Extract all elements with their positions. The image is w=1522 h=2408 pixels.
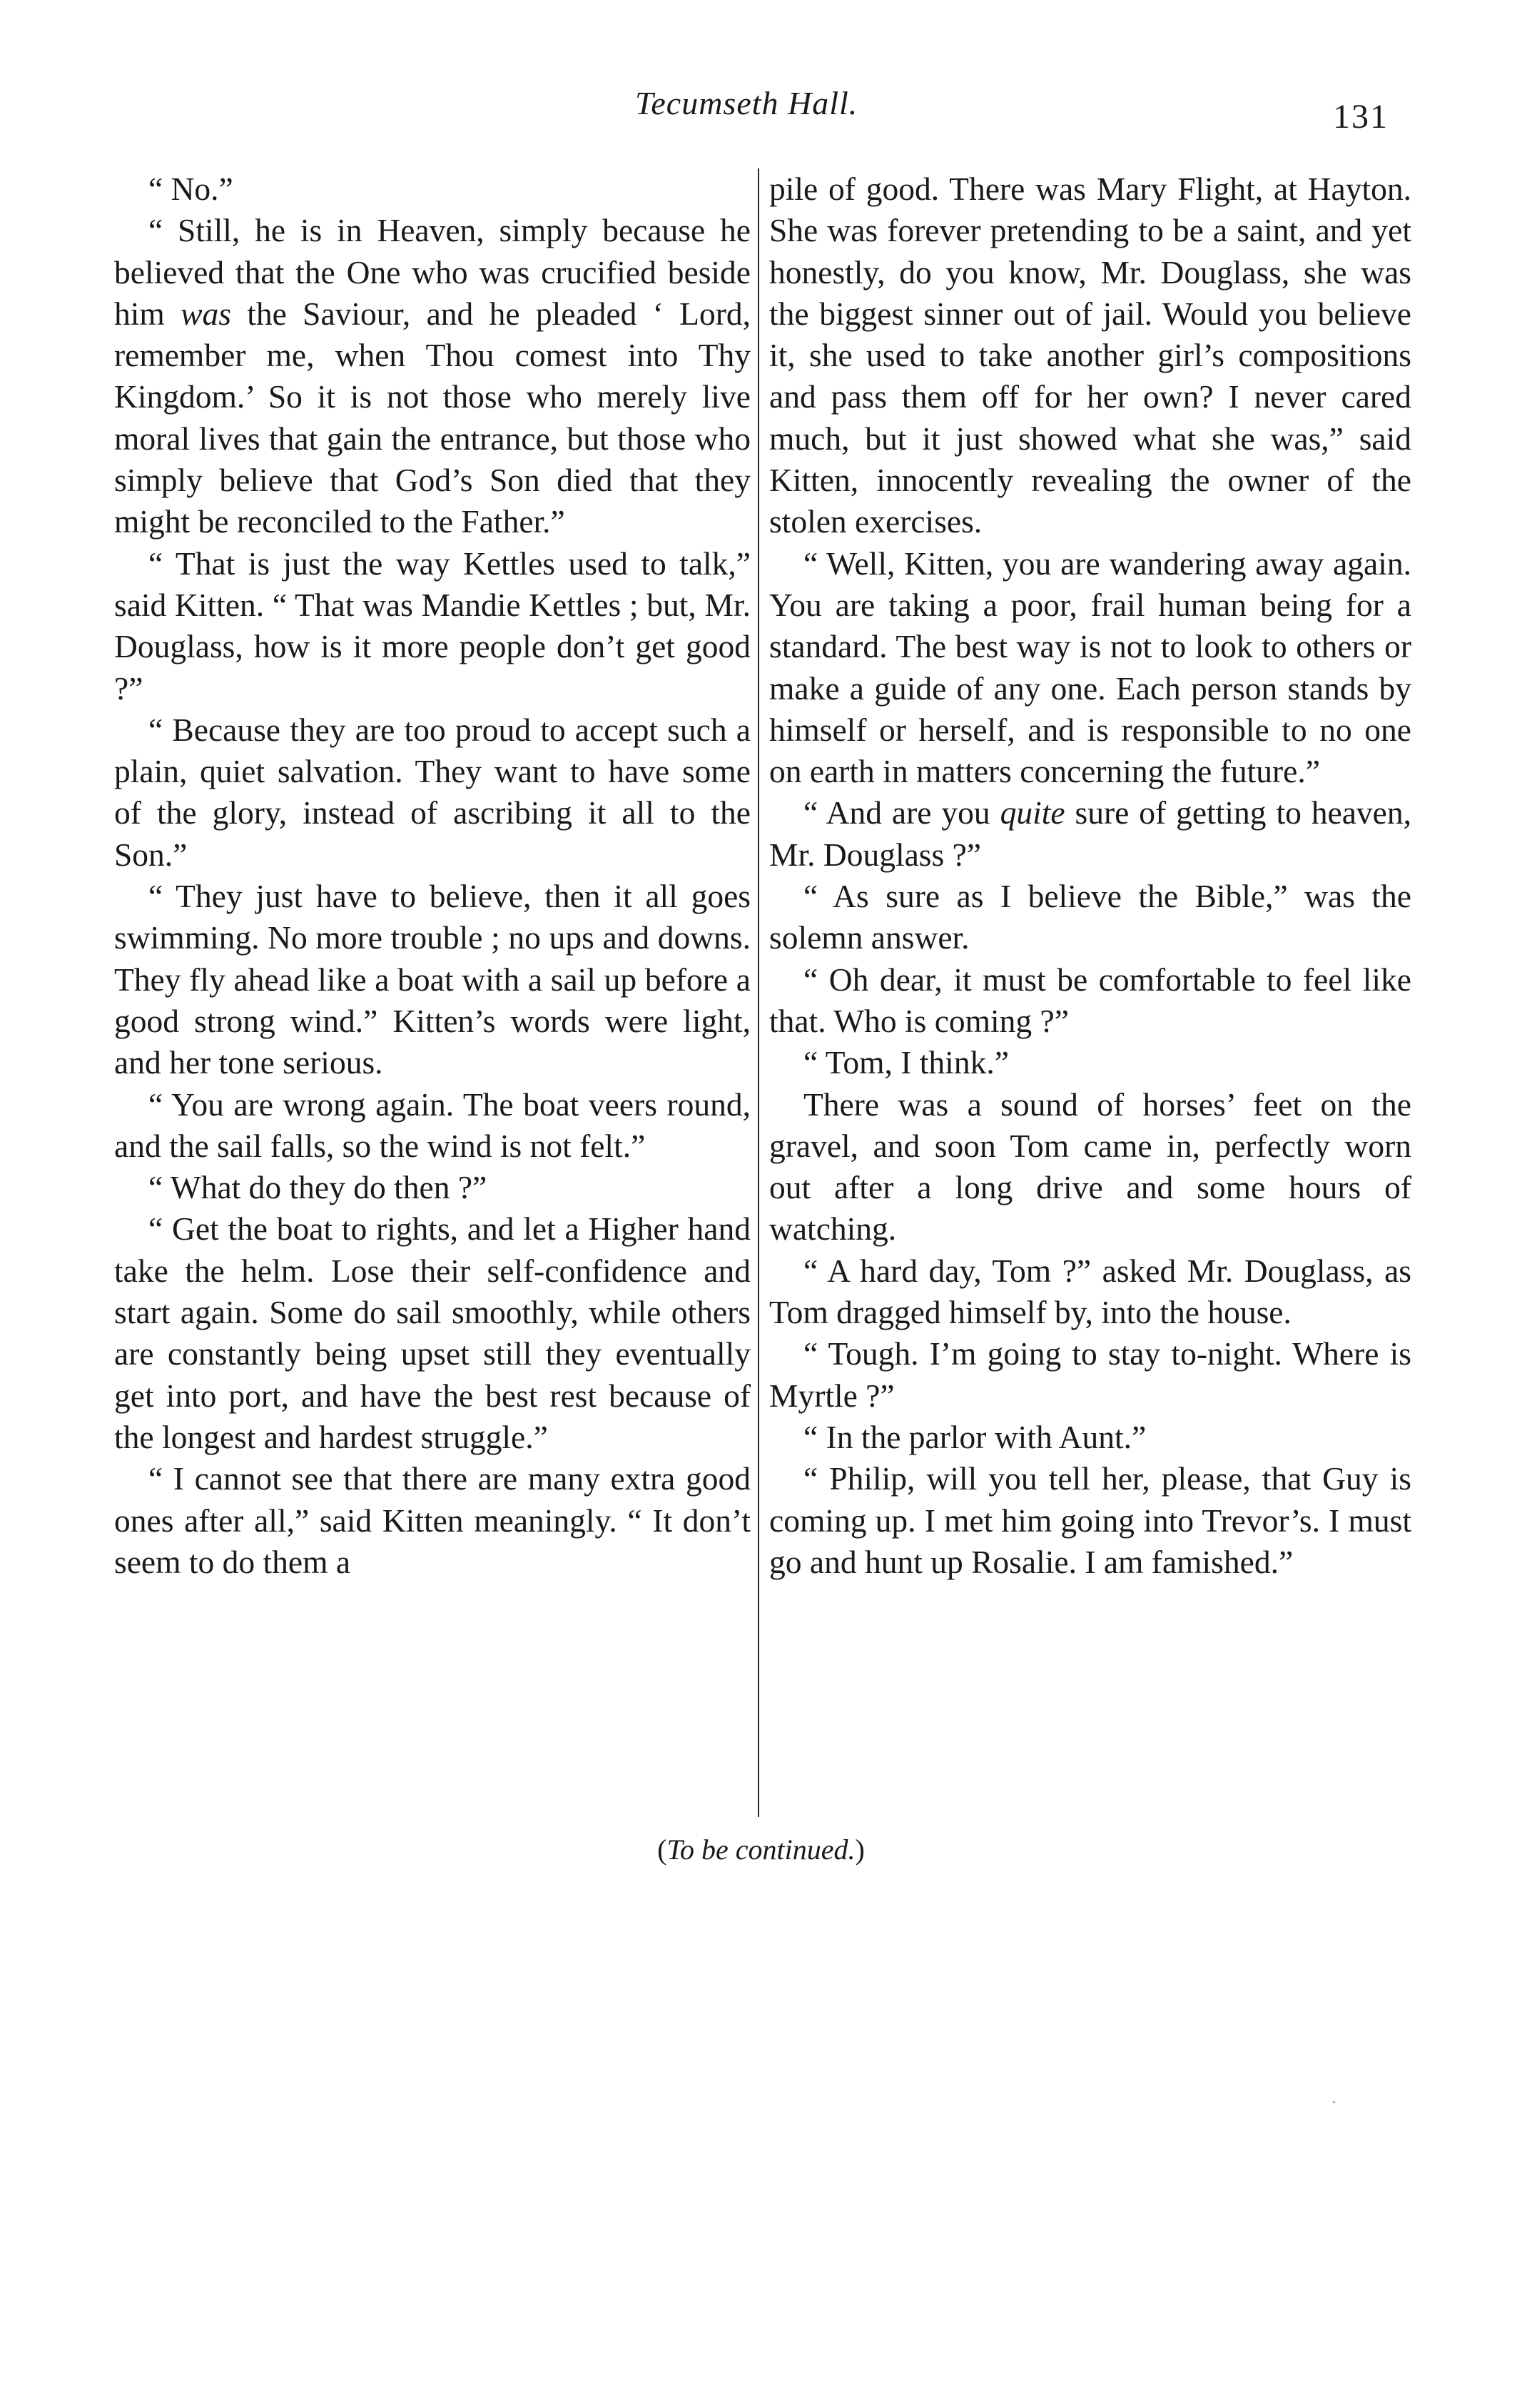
paragraph bbox=[769, 1458, 1411, 1583]
paragraph-text: “ Oh dear, it must be comfortable to feel like that. Who is coming ?” bbox=[769, 961, 1411, 1039]
paragraph-text: “ Tom, I think.” bbox=[803, 1044, 1009, 1081]
paragraph bbox=[114, 876, 751, 1083]
page-number: 131 bbox=[1333, 98, 1389, 136]
paragraph bbox=[769, 1333, 1411, 1417]
paragraph-text: “ Still, he is in Heaven, simply because he believed that the One who was crucified beside him bbox=[114, 212, 751, 332]
page-header bbox=[0, 84, 1522, 141]
paragraph bbox=[114, 210, 751, 542]
paragraph-text: “ Because they are too proud to accept such a plain, quiet salvation. They want to have some of the glory, instead of ascribing it all to the Son.” bbox=[114, 711, 751, 873]
paragraph bbox=[114, 543, 751, 709]
paragraph bbox=[114, 1167, 751, 1208]
paragraph bbox=[114, 1458, 751, 1583]
paragraph bbox=[114, 1208, 751, 1458]
left-column bbox=[114, 168, 751, 1583]
emphasis-text: quite bbox=[1000, 794, 1065, 831]
to-be-continued-note: (To be continued.) bbox=[657, 1833, 865, 1866]
paragraph bbox=[114, 168, 751, 210]
column-divider bbox=[758, 168, 759, 1817]
paragraph-text: “ And are you bbox=[803, 794, 1000, 831]
paragraph bbox=[769, 1042, 1411, 1083]
paragraph-text: “ In the parlor with Aunt.” bbox=[803, 1418, 1147, 1455]
paragraph bbox=[769, 168, 1411, 543]
paragraph-text: “ I cannot see that there are many extra good ones after all,” said Kitten meaningly. “ It don’t seem to do them a bbox=[114, 1460, 751, 1580]
paragraph bbox=[769, 876, 1411, 959]
paragraph bbox=[769, 1084, 1411, 1250]
paper-speck bbox=[1333, 2101, 1335, 2103]
paragraph-text-tail: the Saviour, and he pleaded ‘ Lord, remember me, when Thou comest into Thy Kingdom.’ So it is not those who merely live moral lives that gain the entrance, but those who simply believe that God’s Son died that they might be reconciled to the Father.” bbox=[114, 295, 751, 540]
continued-text: To be continued. bbox=[666, 1833, 856, 1866]
paragraph bbox=[769, 959, 1411, 1043]
paragraph-text: “ Philip, will you tell her, please, that Guy is coming up. I met him going into Trevor’s. I must go and hunt up Rosalie. I am famished.” bbox=[769, 1460, 1411, 1580]
running-title: Tecumseth Hall. bbox=[635, 85, 858, 121]
paragraph-text: “ No.” bbox=[148, 171, 233, 207]
paragraph-text: “ Tough. I’m going to stay to-night. Where is Myrtle ?” bbox=[769, 1335, 1411, 1414]
emphasis-text: was bbox=[181, 295, 231, 332]
paragraph-text: “ What do they do then ?” bbox=[148, 1169, 487, 1206]
paragraph-text: “ You are wrong again. The boat veers round, and the sail falls, so the wind is not felt.” bbox=[114, 1086, 751, 1164]
paragraph-text: “ A hard day, Tom ?” asked Mr. Douglass, as Tom dragged himself by, into the house. bbox=[769, 1252, 1411, 1331]
paragraph-text: “ As sure as I believe the Bible,” was the solemn answer. bbox=[769, 878, 1411, 956]
paragraph-text: “ That is just the way Kettles used to talk,” said Kitten. “ That was Mandie Kettles ; but, Mr. Douglass, how is it more people don’t get good ?” bbox=[114, 545, 751, 707]
paragraph-text: “ They just have to believe, then it all goes swimming. No more trouble ; no ups and downs. They fly ahead like a boat with a sail up before a good strong wind.” Kitten’s words were light, and her tone serious. bbox=[114, 878, 751, 1081]
paragraph bbox=[769, 1250, 1411, 1334]
paragraph bbox=[769, 792, 1411, 876]
paragraph bbox=[769, 1417, 1411, 1458]
paragraph-text: There was a sound of horses’ feet on the gravel, and soon Tom came in, perfectly worn out after a long drive and some hours of watching. bbox=[769, 1086, 1411, 1248]
paragraph-text: “ Well, Kitten, you are wandering away again. You are taking a poor, frail human being for a standard. The best way is not to look to others or make a guide of any one. Each person stands by himself or herself, and is responsible to no one on earth in matters concerning the future.” bbox=[769, 545, 1411, 790]
paragraph bbox=[769, 543, 1411, 793]
paragraph-text: pile of good. There was Mary Flight, at Hayton. She was forever pretending to be a saint, and yet honestly, do you know, Mr. Douglass, she was the biggest sinner out of jail. Would you believe it, she used to take another girl’s compositions and pass them off for her own? I never cared much, but it just showed what she was,” said Kitten, innocently revealing the owner of the stolen exercises. bbox=[769, 171, 1411, 540]
paragraph-text: “ Get the boat to rights, and let a Higher hand take the helm. Lose their self-confidence and start again. Some do sail smoothly, while others are constantly being upset still they eventually get into port, and have the best rest because of the longest and hardest struggle.” bbox=[114, 1210, 751, 1455]
paragraph bbox=[114, 1084, 751, 1168]
right-column bbox=[769, 168, 1411, 1583]
paragraph bbox=[114, 709, 751, 876]
paragraph-text-tail: sure of getting to heaven, Mr. Douglass ?” bbox=[769, 794, 1411, 873]
